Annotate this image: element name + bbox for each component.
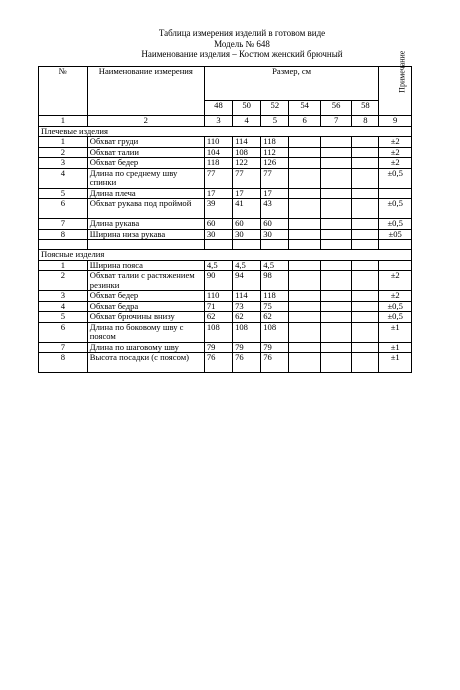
tolerance-note: ±05: [379, 229, 412, 240]
size-value: [289, 147, 320, 158]
size-value: 17: [233, 188, 261, 199]
index-cell: 1: [39, 116, 88, 127]
size-value: 43: [261, 199, 289, 219]
index-cell: 4: [233, 116, 261, 127]
size-value: [289, 219, 320, 230]
size-value: [320, 168, 351, 188]
tolerance-note: [379, 188, 412, 199]
col-size-header: Размер, см: [204, 67, 379, 101]
col-note-header: [379, 50, 412, 116]
size-value: [352, 260, 379, 271]
row-number: 5: [39, 188, 88, 199]
measurement-name: Обхват рукава под проймой: [87, 199, 204, 219]
size-value: [289, 229, 320, 240]
row-number: 6: [39, 199, 88, 219]
tolerance-note: ±0,5: [379, 312, 412, 323]
table-row: [39, 168, 412, 188]
size-value: [320, 271, 351, 291]
row-number: 1: [39, 260, 88, 271]
size-value: 60: [233, 219, 261, 230]
size-value: [352, 229, 379, 240]
header-row: [39, 67, 412, 101]
size-value: 62: [233, 312, 261, 323]
size-value: [289, 188, 320, 199]
size-value: [320, 322, 351, 342]
size-value: [320, 342, 351, 353]
measurement-name: Обхват груди: [87, 137, 204, 148]
size-value: 118: [204, 158, 232, 169]
row-number: 5: [39, 312, 88, 323]
index-cell: 6: [289, 116, 320, 127]
size-value: [352, 219, 379, 230]
row-number: 1: [39, 137, 88, 148]
tolerance-note: [379, 260, 412, 271]
index-cell: 7: [320, 116, 351, 127]
table-row: [39, 291, 412, 302]
row-number: 7: [39, 219, 88, 230]
tolerance-note: ±2: [379, 158, 412, 169]
index-cell: 9: [379, 116, 412, 127]
size-value: 108: [261, 322, 289, 342]
size-value: 4,5: [233, 260, 261, 271]
tolerance-note: ±0,5: [379, 199, 412, 219]
size-value: [320, 353, 351, 373]
tolerance-note: ±2: [379, 291, 412, 302]
size-value: 77: [261, 168, 289, 188]
row-number: 3: [39, 158, 88, 169]
size-value: 71: [204, 301, 232, 312]
row-number: 2: [39, 147, 88, 158]
tolerance-note: ±1: [379, 342, 412, 353]
size-value: 77: [233, 168, 261, 188]
table-row: [39, 137, 412, 148]
size-value: 118: [261, 291, 289, 302]
empty-cell: [233, 240, 261, 250]
table-row: [39, 271, 412, 291]
measurement-name: Длина по шаговому шву: [87, 342, 204, 353]
size-value: [289, 271, 320, 291]
size-value: 75: [261, 301, 289, 312]
size-value: [289, 353, 320, 373]
empty-cell: [352, 240, 379, 250]
size-value: 79: [204, 342, 232, 353]
measurement-name: Ширина низа рукава: [87, 229, 204, 240]
size-value: 60: [204, 219, 232, 230]
table-row: [39, 260, 412, 271]
section-title: Плечевые изделия: [39, 126, 412, 137]
size-value: 62: [204, 312, 232, 323]
size-value: 30: [261, 229, 289, 240]
size-value: [320, 219, 351, 230]
size-value: [289, 137, 320, 148]
size-value: 76: [261, 353, 289, 373]
model-number: Модель № 648: [214, 38, 270, 49]
size-value: [352, 271, 379, 291]
size-value: [320, 260, 351, 271]
size-value: 108: [204, 322, 232, 342]
size-value: 90: [204, 271, 232, 291]
size-value: [289, 168, 320, 188]
row-number: 4: [39, 168, 88, 188]
size-value: 30: [204, 229, 232, 240]
col-no-header: №: [39, 67, 88, 116]
size-value: [320, 199, 351, 219]
size-value: 41: [233, 199, 261, 219]
tolerance-note: ±2: [379, 147, 412, 158]
size-value: [320, 312, 351, 323]
size-value: [320, 158, 351, 169]
size-value: [289, 322, 320, 342]
size-value: 79: [261, 342, 289, 353]
empty-cell: [204, 240, 232, 250]
product-name: Наименование изделия – Костюм женский брючный: [141, 49, 343, 59]
col-note-label: Примечание: [397, 50, 407, 93]
tolerance-note: ±1: [379, 353, 412, 373]
empty-cell: [39, 240, 88, 250]
section-title: Поясные изделия: [39, 250, 412, 261]
size-value: [352, 322, 379, 342]
index-cell: 3: [204, 116, 232, 127]
size-value: [289, 260, 320, 271]
size-value: 94: [233, 271, 261, 291]
size-value: 114: [233, 291, 261, 302]
size-value: 114: [233, 137, 261, 148]
size-value: [289, 301, 320, 312]
row-number: 4: [39, 301, 88, 312]
measurement-name: Обхват бедра: [87, 301, 204, 312]
measurement-name: Длина рукава: [87, 219, 204, 230]
tolerance-note: ±1: [379, 322, 412, 342]
tolerance-note: ±0,5: [379, 219, 412, 230]
empty-cell: [261, 240, 289, 250]
size-value: 76: [233, 353, 261, 373]
size-value: 108: [233, 322, 261, 342]
size-value: 77: [204, 168, 232, 188]
size-value: [352, 301, 379, 312]
row-number: 7: [39, 342, 88, 353]
size-value: [289, 158, 320, 169]
size-value: [289, 199, 320, 219]
size-value: 4,5: [261, 260, 289, 271]
size-value: [289, 312, 320, 323]
size-value: [352, 147, 379, 158]
size-value: [320, 188, 351, 199]
empty-cell: [379, 240, 412, 250]
size-value: [352, 158, 379, 169]
measurement-name: Обхват бедер: [87, 291, 204, 302]
size-value: [289, 291, 320, 302]
document-header: [0, 28, 460, 60]
tolerance-note: ±2: [379, 137, 412, 148]
size-value: 126: [261, 158, 289, 169]
size-cell: 48: [204, 101, 232, 116]
size-value: [352, 291, 379, 302]
index-row: [39, 116, 412, 127]
table-row: [39, 301, 412, 312]
section-title-row: [39, 126, 412, 137]
table-row: [39, 322, 412, 342]
size-value: [352, 312, 379, 323]
size-value: [289, 342, 320, 353]
size-value: 122: [233, 158, 261, 169]
measurement-name: Высота посадки (с поясом): [87, 353, 204, 373]
size-value: 110: [204, 291, 232, 302]
document-title: Таблица измерения изделий в готовом виде: [158, 28, 326, 38]
measurement-name: Обхват талии: [87, 147, 204, 158]
size-cell: 50: [233, 101, 261, 116]
size-value: 108: [233, 147, 261, 158]
size-value: 76: [204, 353, 232, 373]
table-row: [39, 229, 412, 240]
measurement-name: Длина по боковому шву с поясом: [87, 322, 204, 342]
size-value: 30: [233, 229, 261, 240]
size-value: 118: [261, 137, 289, 148]
size-value: 17: [261, 188, 289, 199]
size-value: 60: [261, 219, 289, 230]
tolerance-note: ±0,5: [379, 301, 412, 312]
size-value: 17: [204, 188, 232, 199]
measurement-name: Обхват брючины внизу: [87, 312, 204, 323]
row-number: 6: [39, 322, 88, 342]
empty-cell: [87, 240, 204, 250]
size-value: [320, 291, 351, 302]
size-value: [352, 342, 379, 353]
size-value: [352, 168, 379, 188]
row-number: 2: [39, 271, 88, 291]
measurement-name: Ширина пояса: [87, 260, 204, 271]
index-cell: 5: [261, 116, 289, 127]
table-row: [39, 342, 412, 353]
empty-cell: [320, 240, 351, 250]
size-value: 98: [261, 271, 289, 291]
size-value: 110: [204, 137, 232, 148]
size-cell: 56: [320, 101, 351, 116]
table-row: [39, 199, 412, 219]
table-row: [39, 353, 412, 373]
size-value: [320, 229, 351, 240]
size-value: [352, 353, 379, 373]
size-cell: 54: [289, 101, 320, 116]
section-title-row: [39, 250, 412, 261]
table-row: [39, 147, 412, 158]
size-value: 79: [233, 342, 261, 353]
size-value: 62: [261, 312, 289, 323]
size-value: [320, 301, 351, 312]
size-value: 39: [204, 199, 232, 219]
size-cell: 58: [352, 101, 379, 116]
row-number: 3: [39, 291, 88, 302]
measurement-name: Обхват талии с растяжением резинки: [87, 271, 204, 291]
size-value: [352, 199, 379, 219]
tolerance-note: ±0,5: [379, 168, 412, 188]
row-number: 8: [39, 353, 88, 373]
size-value: 104: [204, 147, 232, 158]
size-value: [320, 137, 351, 148]
size-value: [352, 188, 379, 199]
size-cell: 52: [261, 101, 289, 116]
tolerance-note: ±2: [379, 271, 412, 291]
size-value: 73: [233, 301, 261, 312]
index-cell: 2: [87, 116, 204, 127]
table-row: [39, 219, 412, 230]
col-name-header: Наименование измерения: [87, 67, 204, 116]
size-value: 112: [261, 147, 289, 158]
measurement-name: Обхват бедер: [87, 158, 204, 169]
row-number: 8: [39, 229, 88, 240]
index-cell: 8: [352, 116, 379, 127]
empty-cell: [289, 240, 320, 250]
measurement-name: Длина плеча: [87, 188, 204, 199]
table-row: [39, 312, 412, 323]
size-value: [352, 137, 379, 148]
size-value: [320, 147, 351, 158]
table-row: [39, 188, 412, 199]
table-row: [39, 158, 412, 169]
spacer-row: [39, 240, 412, 250]
measurement-name: Длина по среднему шву спинки: [87, 168, 204, 188]
size-value: 4,5: [204, 260, 232, 271]
